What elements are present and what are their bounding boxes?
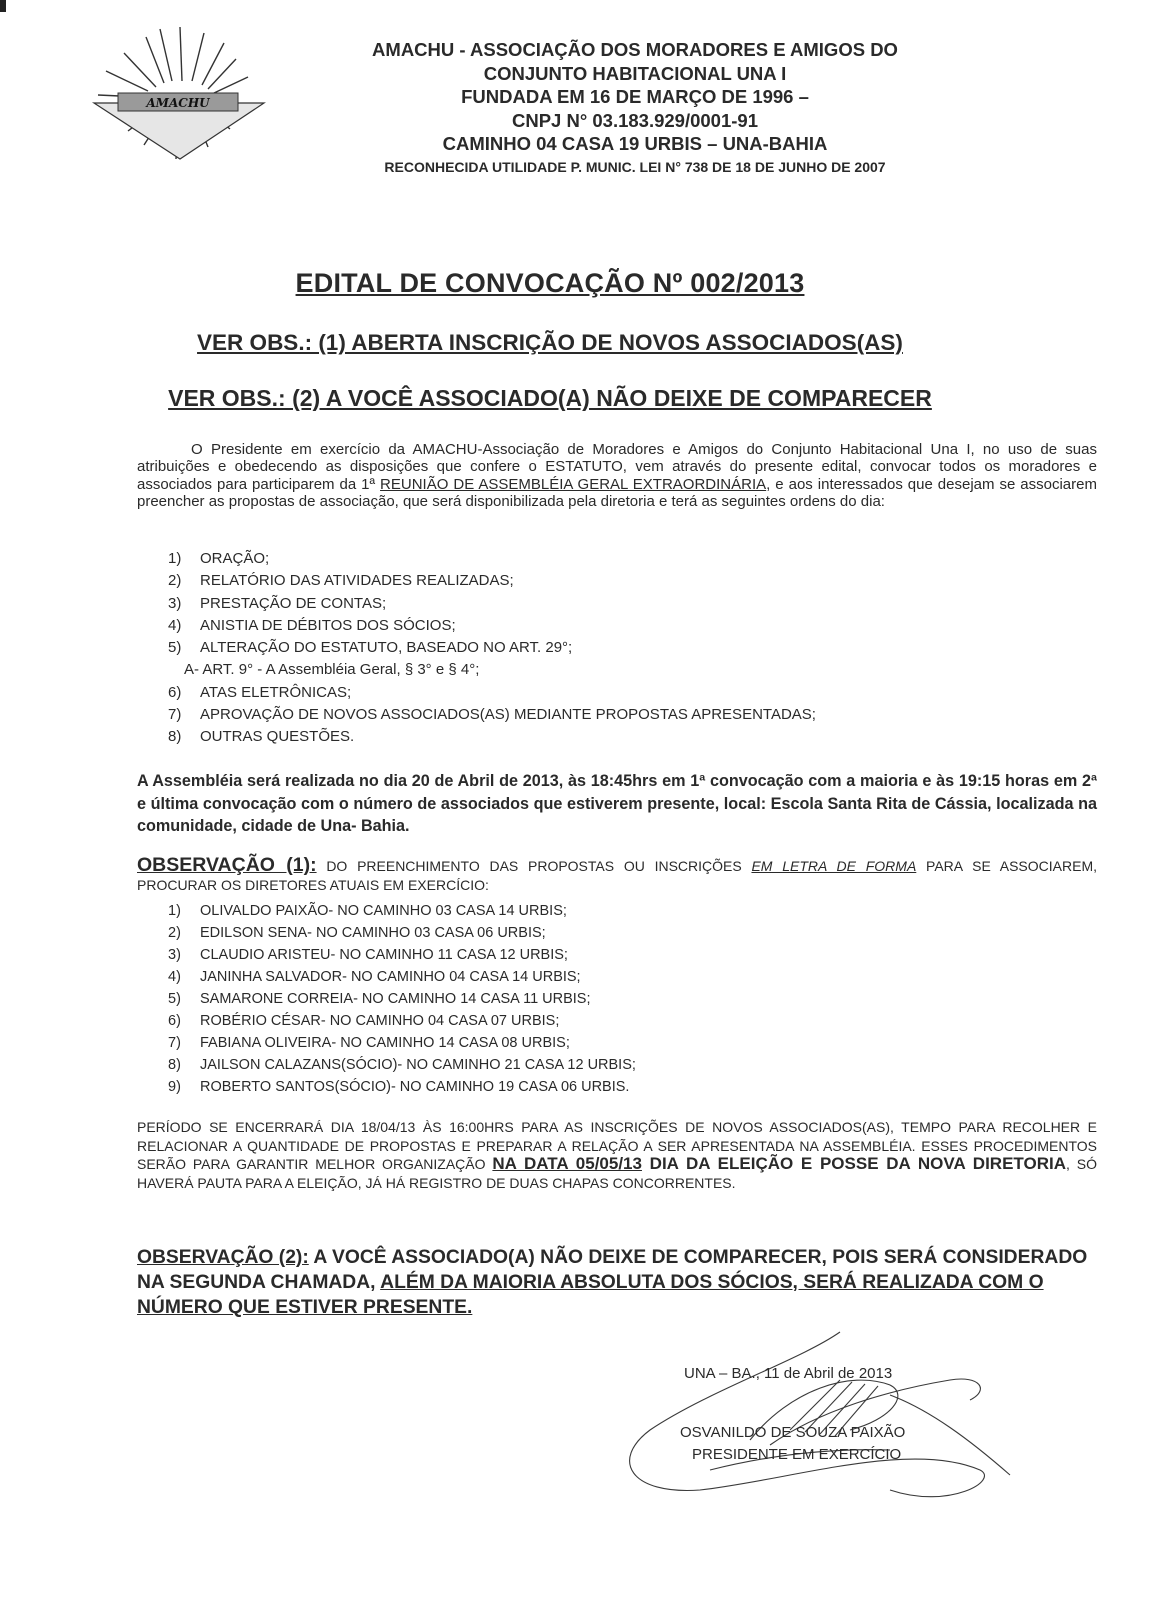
agenda-text: ANISTIA DE DÉBITOS DOS SÓCIOS; bbox=[200, 616, 456, 634]
obs1-heading: VER OBS.: (1) ABERTA INSCRIÇÃO DE NOVOS ASSOCIADOS(AS) bbox=[197, 330, 903, 355]
agenda-num: 7) bbox=[168, 706, 182, 724]
observation-2-underlined: ALÉM DA MAIORIA ABSOLUTA DOS SÓCIOS, SERÁ REALIZADA COM O NÚMERO QUE ESTIVER PRESENTE. bbox=[137, 1272, 1044, 1318]
director-text: EDILSON SENA- NO CAMINHO 03 CASA 06 URBIS; bbox=[200, 925, 546, 941]
scan-corner-mark bbox=[0, 0, 6, 12]
agenda-item bbox=[168, 682, 1068, 704]
agenda-text: ALTERAÇÃO DO ESTATUTO, BASEADO NO ART. 29°; bbox=[200, 639, 573, 657]
agenda-num: 3) bbox=[168, 594, 182, 612]
director-num: 8) bbox=[168, 1057, 181, 1073]
director-num: 5) bbox=[168, 991, 181, 1007]
registration-period bbox=[137, 1118, 1097, 1192]
agenda-item bbox=[168, 593, 1068, 615]
agenda-text: APROVAÇÃO DE NOVOS ASSOCIADOS(AS) MEDIANTE PROPOSTAS APRESENTADAS; bbox=[200, 706, 816, 724]
agenda-item bbox=[168, 726, 1068, 748]
assembly-info: A Assembléia será realizada no dia 20 de Abril de 2013, às 18:45hrs em 1ª convocação com a maioria e às 19:15 horas em 2ª e última convocação com o número de associados que estiverem presente, local: Escola Santa Rita de Cássia, localizada na comunidade, cidade de Una- Bahia. bbox=[137, 772, 1097, 835]
director-text: OLIVALDO PAIXÃO- NO CAMINHO 03 CASA 14 URBIS; bbox=[200, 903, 567, 919]
director-text: CLAUDIO ARISTEU- NO CAMINHO 11 CASA 12 URBIS; bbox=[200, 947, 568, 963]
director-text: SAMARONE CORREIA- NO CAMINHO 14 CASA 11 URBIS; bbox=[200, 991, 591, 1007]
director-num: 7) bbox=[168, 1035, 181, 1051]
cnpj: CNPJ N° 03.183.929/0001-91 bbox=[511, 109, 758, 131]
agenda-num: 5) bbox=[168, 639, 182, 657]
signer-role: PRESIDENTE EM EXERCÍCIO bbox=[692, 1446, 902, 1463]
agenda-item bbox=[168, 548, 1068, 570]
director-text: ROBÉRIO CÉSAR- NO CAMINHO 04 CASA 07 URBIS; bbox=[200, 1013, 560, 1029]
director-item bbox=[168, 922, 1068, 944]
director-num: 6) bbox=[168, 1013, 181, 1029]
agenda-text: ATAS ELETRÔNICAS; bbox=[200, 683, 352, 701]
director-text: JANINHA SALVADOR- NO CAMINHO 04 CASA 14 URBIS; bbox=[200, 969, 581, 985]
meeting-name: REUNIÃO DE ASSEMBLÉIA GERAL EXTRAORDINÁRIA bbox=[380, 475, 767, 493]
director-text: ROBERTO SANTOS(SÓCIO)- NO CAMINHO 19 CASA 06 URBIS. bbox=[200, 1079, 630, 1095]
agenda-text: RELATÓRIO DAS ATIVIDADES REALIZADAS; bbox=[200, 572, 514, 590]
association-name: AMACHU - ASSOCIAÇÃO DOS MORADORES E AMIGOS DO bbox=[372, 39, 898, 60]
intro-text-1: O Presidente em exercício da AMACHU-Associação de Moradores e Amigos do Conjunto Habitacional Una I, no uso de suas atribuições e obedecendo as disposições que confere o ESTATUTO, vem através do presente edital, convocar todos os moradores e associados para participarem da 1ª bbox=[137, 441, 1097, 493]
intro-paragraph bbox=[137, 441, 1097, 510]
director-num: 9) bbox=[168, 1079, 181, 1095]
observation-2-label: OBSERVAÇÃO (2): bbox=[137, 1247, 309, 1268]
election-date: NA DATA 05/05/13 bbox=[492, 1154, 642, 1173]
director-num: 2) bbox=[168, 925, 181, 941]
director-item bbox=[168, 1010, 1068, 1032]
agenda-item bbox=[168, 637, 1068, 659]
director-num: 3) bbox=[168, 947, 181, 963]
election-text: DIA DA ELEIÇÃO E POSSE DA NOVA DIRETORIA bbox=[641, 1154, 1067, 1173]
director-num: 1) bbox=[168, 903, 181, 919]
director-text: FABIANA OLIVEIRA- NO CAMINHO 14 CASA 08 URBIS; bbox=[200, 1035, 570, 1051]
logo-text: AMACHU bbox=[146, 96, 210, 110]
director-item bbox=[168, 966, 1068, 988]
intro-text-2: , e aos interessados que desejam se associarem preencher as propostas de associação, que será disponibilizada pela diretoria e terá as seguintes ordens do dia: bbox=[137, 475, 1097, 510]
director-item bbox=[168, 1076, 1068, 1098]
letterhead bbox=[290, 38, 980, 178]
association-name-cont: CONJUNTO HABITACIONAL UNA I bbox=[483, 62, 787, 84]
period-text-2: , SÓ HAVERÁ PAUTA PARA A ELEIÇÃO, JÁ HÁ REGISTRO DE DUAS CHAPAS CONCORRENTES. bbox=[137, 1156, 1098, 1191]
observation-2 bbox=[137, 1245, 1097, 1320]
directors-list bbox=[168, 900, 1068, 1098]
signer-name: OSVANILDO DE SOUZA PAIXÃO bbox=[680, 1424, 906, 1441]
agenda-num: 1) bbox=[168, 550, 182, 567]
observation-1-text-1: DO PREENCHIMENTO DAS PROPOSTAS OU INSCRIÇÕES bbox=[316, 858, 752, 874]
agenda-text: PRESTAÇÃO DE CONTAS; bbox=[200, 594, 387, 612]
edital-title: EDITAL DE CONVOCAÇÃO Nº 002/2013 bbox=[295, 268, 805, 298]
agenda-item bbox=[168, 704, 1068, 726]
agenda-item bbox=[168, 615, 1068, 637]
director-num: 4) bbox=[168, 969, 181, 985]
amachu-logo bbox=[84, 25, 274, 165]
agenda-subitem-text: A- ART. 9° - A Assembléia Geral, § 3° e § 4°; bbox=[184, 661, 480, 679]
agenda-num: 8) bbox=[168, 728, 182, 746]
director-item bbox=[168, 944, 1068, 966]
observation-1-text-2: PARA SE ASSOCIAREM, PROCURAR OS DIRETORES ATUAIS EM EXERCÍCIO: bbox=[137, 858, 1097, 893]
observation-2-text: A VOCÊ ASSOCIADO(A) NÃO DEIXE DE COMPARECER, POIS SERÁ CONSIDERADO NA SEGUNDA CHAMADA, bbox=[137, 1247, 1088, 1293]
director-item bbox=[168, 1032, 1068, 1054]
obs2-heading: VER OBS.: (2) A VOCÊ ASSOCIADO(A) NÃO DEIXE DE COMPARECER bbox=[168, 385, 932, 411]
observation-1-emphasis: EM LETRA DE FORMA bbox=[751, 858, 917, 874]
founding-date: FUNDADA EM 16 DE MARÇO DE 1996 – bbox=[461, 86, 809, 107]
agenda-num: 6) bbox=[168, 683, 182, 701]
period-text-1: PERÍODO SE ENCERRARÁ DIA 18/04/13 ÀS 16:00HRS PARA AS INSCRIÇÕES DE NOVOS ASSOCIADOS(AS), TEMPO PARA RECOLHER E RELACIONAR A QUANTIDADE DE PROPOSTAS E PREPARAR A RELAÇÃO A SER APRESENTADA NA ASSEMBLÉIA. ESSES PROCEDIMENTOS SERÃO PARA GARANTIR MELHOR ORGANIZAÇÃO bbox=[137, 1119, 1097, 1172]
agenda-item bbox=[168, 570, 1068, 592]
agenda-list bbox=[168, 548, 1068, 749]
director-item bbox=[168, 900, 1068, 922]
agenda-num: 4) bbox=[168, 616, 182, 634]
observation-1-label: OBSERVAÇÃO (1): bbox=[137, 854, 317, 876]
recognition: RECONHECIDA UTILIDADE P. MUNIC. LEI N° 738 DE 18 DE JUNHO DE 2007 bbox=[384, 158, 886, 175]
agenda-text: ORAÇÃO; bbox=[200, 550, 270, 567]
director-item bbox=[168, 988, 1068, 1010]
agenda-text: OUTRAS QUESTÕES. bbox=[200, 728, 355, 746]
signature-date: UNA – BA., 11 de Abril de 2013 bbox=[684, 1365, 893, 1382]
agenda-subitem bbox=[168, 659, 1068, 681]
agenda-num: 2) bbox=[168, 572, 182, 590]
address: CAMINHO 04 CASA 19 URBIS – UNA-BAHIA bbox=[442, 133, 828, 154]
handwritten-signature bbox=[590, 1320, 1020, 1520]
observation-1 bbox=[137, 856, 1097, 895]
director-item bbox=[168, 1054, 1068, 1076]
director-text: JAILSON CALAZANS(SÓCIO)- NO CAMINHO 21 CASA 12 URBIS; bbox=[200, 1057, 636, 1073]
